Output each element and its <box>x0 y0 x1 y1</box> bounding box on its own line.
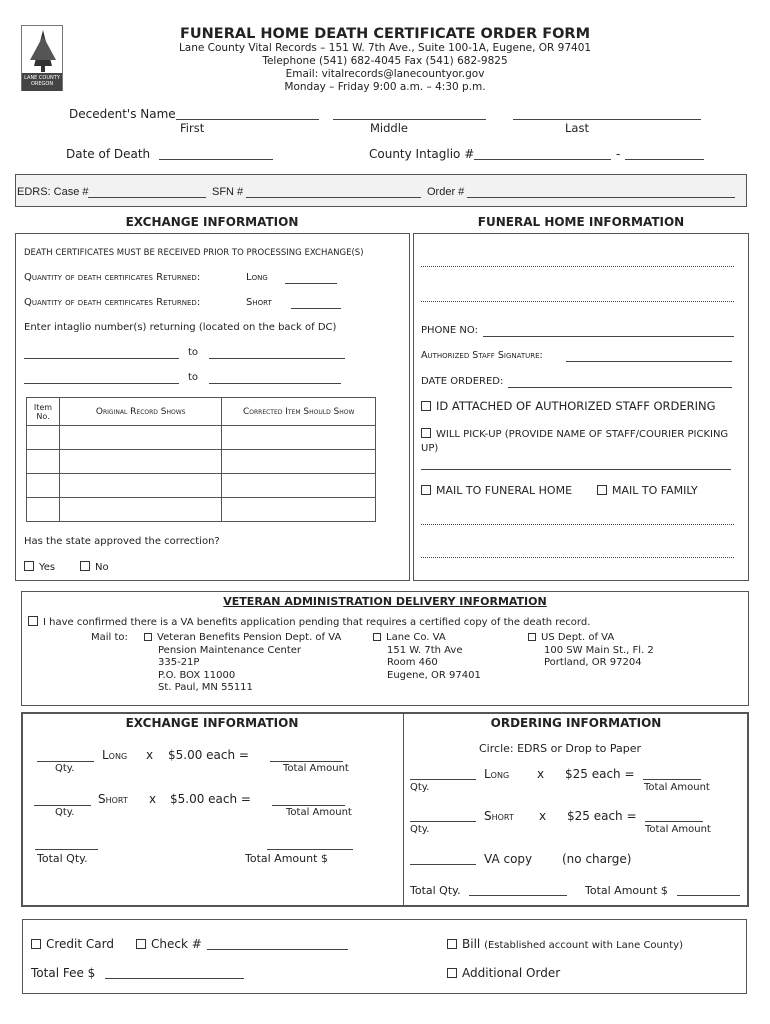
qty-returned-long-field[interactable] <box>285 272 337 284</box>
va2-line: Lane Co. VA <box>386 632 446 643</box>
ordering-total-qty-field[interactable] <box>469 884 567 896</box>
checkbox-icon[interactable] <box>373 633 381 641</box>
yes-option[interactable] <box>24 561 55 573</box>
intaglio-field-1[interactable] <box>474 147 611 160</box>
va1-line: 335-21P <box>158 657 200 669</box>
va1-line: St. Paul, MN 55111 <box>158 682 253 694</box>
exchange-long-total-label: Total Amount <box>283 763 349 774</box>
checkbox-icon[interactable] <box>447 968 457 978</box>
checkbox-icon[interactable] <box>421 485 431 495</box>
mail-address-line-1[interactable] <box>421 513 734 525</box>
bill-note: (Established account with Lane County) <box>484 940 683 951</box>
funeral-name-line-2[interactable] <box>421 290 734 302</box>
edrs-sfn-label: SFN # <box>212 186 244 198</box>
intaglio-to-1[interactable] <box>209 347 345 359</box>
ordering-long-x: x <box>537 767 545 781</box>
ordering-short-total-label: Total Amount <box>645 824 711 835</box>
exchange-short-total[interactable] <box>272 794 345 806</box>
edrs-order-field[interactable] <box>467 186 735 198</box>
middle-name-field[interactable] <box>333 107 486 120</box>
ordering-total-amount-label: Total Amount $ <box>585 884 668 897</box>
ordering-long-total-label: Total Amount <box>644 782 710 793</box>
date-ordered-field[interactable] <box>508 376 732 388</box>
table-row <box>27 450 376 474</box>
ordering-long-qty[interactable] <box>410 768 476 780</box>
additional-order-label: Additional Order <box>462 966 561 980</box>
no-charge-label: (no charge) <box>562 852 632 866</box>
pickup-name-field[interactable] <box>421 458 731 470</box>
va2-line: Eugene, OR 97401 <box>387 669 481 681</box>
va2-line: Room 460 <box>387 657 438 669</box>
ordering-long-qty-label: Qty. <box>410 782 430 793</box>
exchange-short-label: Short <box>98 792 128 806</box>
ordering-total-amount-field[interactable] <box>677 884 740 896</box>
col-original: Original Record Shows <box>59 398 221 426</box>
payment-box <box>22 919 747 994</box>
mail-family-label: MAIL TO FAMILY <box>612 484 698 497</box>
date-of-death-label: Date of Death <box>66 147 151 161</box>
exchange-long-x: x <box>146 748 154 762</box>
exchange-total-qty-label: Total Qty. <box>37 852 88 865</box>
short-label: Short <box>246 297 272 308</box>
date-of-death-field[interactable] <box>159 147 273 160</box>
exchange-short-qty-label: Qty. <box>55 807 75 818</box>
intaglio-instructions: Enter intaglio number(s) returning (located on the back of DC) <box>24 322 337 333</box>
exchange-total-amount-label: Total Amount $ <box>245 852 328 865</box>
checkbox-icon[interactable] <box>447 939 457 949</box>
exchange-short-x: x <box>149 792 157 806</box>
exchange-total-qty-field[interactable] <box>35 840 98 850</box>
intaglio-from-1[interactable] <box>24 347 179 359</box>
ordering-long-label: Long <box>484 767 510 781</box>
correction-table <box>26 397 376 522</box>
will-pickup-label: WILL PICK-UP (PROVIDE NAME OF STAFF/COURIER PICKING UP) <box>421 429 729 454</box>
mail-funeral-option[interactable] <box>421 484 572 497</box>
va-confirm-option[interactable] <box>28 616 590 628</box>
exchange-short-qty[interactable] <box>34 794 91 806</box>
intaglio-field-2[interactable] <box>625 147 704 160</box>
id-attached-option[interactable] <box>421 399 716 413</box>
exchange-long-each: $5.00 each = <box>168 748 249 762</box>
ordering-long-total[interactable] <box>643 768 701 780</box>
logo-text: LANE COUNTY OREGON <box>22 73 62 91</box>
checkbox-icon[interactable] <box>421 401 431 411</box>
col-item-no: Item No. <box>27 398 60 426</box>
header-email: Email: vitalrecords@lanecountyor.gov <box>285 68 485 80</box>
form-title: FUNERAL HOME DEATH CERTIFICATE ORDER FORM <box>179 26 591 42</box>
table-row <box>27 426 376 450</box>
no-label: No <box>95 562 109 573</box>
auth-signature-field[interactable] <box>566 350 732 362</box>
no-option[interactable] <box>80 561 109 573</box>
total-fee-field[interactable] <box>105 967 244 979</box>
first-name-field[interactable] <box>176 107 319 120</box>
exchange-notice: DEATH CERTIFICATES MUST BE RECEIVED PRIOR TO PROCESSING EXCHANGE(S) <box>24 248 364 258</box>
bill-option[interactable] <box>447 937 683 951</box>
phone-label: PHONE NO: <box>421 325 478 336</box>
divider <box>403 712 404 907</box>
va1-line: Pension Maintenance Center <box>158 644 302 656</box>
table-row <box>27 474 376 498</box>
table-row <box>27 498 376 522</box>
va-address-2[interactable] <box>373 632 481 682</box>
ordering-short-qty-label: Qty. <box>410 824 430 835</box>
edrs-sfn-field[interactable] <box>246 186 421 198</box>
va-copy-label: VA copy <box>484 852 533 866</box>
last-label: Last <box>565 121 589 135</box>
qty-returned-long-label: Quantity of death certificates Returned: <box>24 272 201 283</box>
checkbox-icon[interactable] <box>144 633 152 641</box>
decedent-name-label: Decedent's Name <box>69 107 176 121</box>
intaglio-dash: - <box>616 147 621 161</box>
ordering-total-qty-label: Total Qty. <box>410 884 461 897</box>
edrs-case-label: EDRS: Case # <box>17 186 89 198</box>
phone-field[interactable] <box>483 325 734 337</box>
long-label: Long <box>246 272 268 283</box>
yes-label: Yes <box>39 562 56 573</box>
header-address: Lane County Vital Records – 151 W. 7th Ave., Suite 100-1A, Eugene, OR 97401 <box>178 42 592 54</box>
qty-returned-short-label: Quantity of death certificates Returned: <box>24 297 201 308</box>
va-copy-qty[interactable] <box>410 853 476 865</box>
va3-line: 100 SW Main St., Fl. 2 <box>544 644 654 656</box>
to-label-1: to <box>188 347 199 358</box>
exchange-short-total-label: Total Amount <box>286 807 352 818</box>
checkbox-icon[interactable] <box>31 939 41 949</box>
qty-returned-short-field[interactable] <box>291 297 341 309</box>
id-attached-label: ID ATTACHED OF AUTHORIZED STAFF ORDERING <box>436 399 716 413</box>
credit-card-label: Credit Card <box>46 937 114 951</box>
to-label-2: to <box>188 372 199 383</box>
mail-funeral-label: MAIL TO FUNERAL HOME <box>436 484 573 497</box>
exchange-long-label: Long <box>102 748 128 762</box>
funeral-heading: FUNERAL HOME INFORMATION <box>477 215 685 229</box>
exchange-long-qty-label: Qty. <box>55 763 75 774</box>
ordering-short-qty[interactable] <box>410 810 476 822</box>
checkbox-icon[interactable] <box>421 428 431 438</box>
middle-label: Middle <box>370 121 408 135</box>
auth-signature-label: Authorized Staff Signature: <box>421 350 543 361</box>
ordering-short-label: Short <box>484 809 514 823</box>
total-fee-label: Total Fee $ <box>31 966 96 980</box>
credit-card-option[interactable] <box>31 937 114 951</box>
check-label: Check # <box>151 937 202 951</box>
will-pickup-option[interactable] <box>421 428 731 456</box>
exchange-total-amount-field[interactable] <box>267 840 353 850</box>
exchange-long-qty[interactable] <box>37 750 94 762</box>
checkbox-icon[interactable] <box>528 633 536 641</box>
header-phone: Telephone (541) 682-4045 Fax (541) 682-9825 <box>262 55 508 67</box>
ordering-short-x: x <box>539 809 547 823</box>
intaglio-label: County Intaglio # <box>369 147 475 161</box>
checkbox-icon[interactable] <box>136 939 146 949</box>
checkbox-icon[interactable] <box>80 561 90 571</box>
exchange-short-each: $5.00 each = <box>170 792 251 806</box>
veteran-heading: VETERAN ADMINISTRATION DELIVERY INFORMATION <box>223 595 547 608</box>
ordering-short-total[interactable] <box>645 810 703 822</box>
col-corrected: Corrected Item Should Show <box>222 398 376 426</box>
exchange-heading: EXCHANGE INFORMATION <box>125 215 299 229</box>
first-label: First <box>180 121 205 135</box>
va2-line: 151 W. 7th Ave <box>387 644 463 656</box>
bill-label: Bill <box>462 937 481 951</box>
funeral-name-line-1[interactable] <box>421 255 734 267</box>
edrs-case-field[interactable] <box>88 186 206 198</box>
va-confirm-text: I have confirmed there is a VA benefits application pending that requires a certified copy of the death record. <box>43 617 591 628</box>
mail-to-label: Mail to: <box>91 632 128 643</box>
checkbox-icon[interactable] <box>597 485 607 495</box>
exchange2-heading: EXCHANGE INFORMATION <box>125 716 299 730</box>
header-hours: Monday – Friday 9:00 a.m. – 4:30 p.m. <box>284 81 486 93</box>
last-name-field[interactable] <box>513 107 701 120</box>
checkbox-icon[interactable] <box>24 561 34 571</box>
check-number-field[interactable] <box>207 938 348 950</box>
check-option[interactable] <box>136 937 202 951</box>
mail-family-option[interactable] <box>597 484 698 497</box>
intaglio-to-2[interactable] <box>209 372 341 384</box>
va1-line: P.O. BOX 11000 <box>158 669 236 681</box>
va3-line: US Dept. of VA <box>541 632 615 643</box>
checkbox-icon[interactable] <box>28 616 38 626</box>
intaglio-from-2[interactable] <box>24 372 179 384</box>
additional-order-option[interactable] <box>447 966 560 980</box>
exchange-long-total[interactable] <box>270 750 343 762</box>
state-approved-question: Has the state approved the correction? <box>24 536 220 547</box>
ordering-circle: Circle: EDRS or Drop to Paper <box>479 742 642 755</box>
ordering-heading: ORDERING INFORMATION <box>490 716 662 730</box>
date-ordered-label: DATE ORDERED: <box>421 376 504 387</box>
va1-line: Veteran Benefits Pension Dept. of VA <box>157 632 342 643</box>
ordering-short-each: $25 each = <box>567 809 637 823</box>
ordering-long-each: $25 each = <box>565 767 635 781</box>
va3-line: Portland, OR 97204 <box>544 657 642 669</box>
va-address-3[interactable] <box>528 632 654 670</box>
va-address-1[interactable] <box>144 632 341 695</box>
edrs-order-label: Order # <box>427 186 465 198</box>
mail-address-line-2[interactable] <box>421 546 734 558</box>
